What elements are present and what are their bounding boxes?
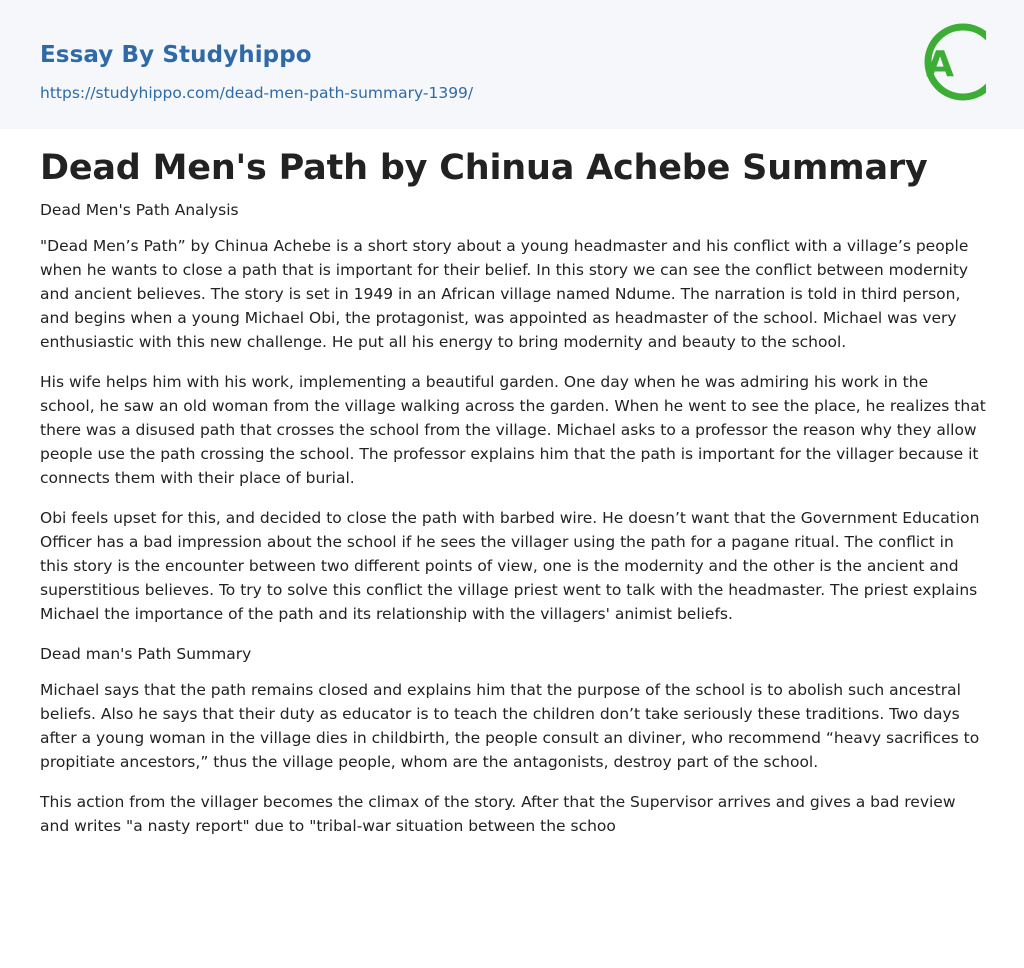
paragraph-2: His wife helps him with his work, implementing a beautiful garden. One day when he was admiring his work in the school, he saw an old woman from the village walking across the garden. When he went to see the place, he realizes that there was a disused path that crosses the school from the village. Michael asks to a professor the reason why they allow people use the path crossing the school. The professor explains him that the path is important for the villager because it connects them with their place of burial.: [40, 373, 986, 487]
paragraph-3: Obi feels upset for this, and decided to close the path with barbed wire. He doesn’t want that the Government Education Officer has a bad impression about the school if he sees the villager using the path for a pagane ritual. The conflict in this story is the encounter between two different points of view, one is the modernity and the other is the ancient and superstitious believes. To try to solve this conflict the village priest went to talk with the headmaster. The priest explains Michael the importance of the path and its relationship with the villagers' animist beliefs.: [40, 509, 980, 623]
paragraph-5: This action from the villager becomes the climax of the story. After that the Supervisor arrives and gives a bad review and writes "a nasty report" due to "tribal-war situation between the schoo: [40, 793, 956, 835]
paragraph-4: Michael says that the path remains closed and explains him that the purpose of the school is to abolish such ancestral beliefs. Also he says that their duty as educator is to teach the children don’t take seriously these traditions. Two days after a young woman in the village dies in childbirth, the people consult an diviner, who recommend “heavy sacrifices to propitiate ancestors,” thus the village people, whom are the antagonists, destroy part of the school.: [40, 681, 980, 771]
section-heading-analysis: Dead Men's Path Analysis: [40, 201, 239, 219]
logo-letter: A: [926, 44, 954, 85]
section-heading-summary: Dead man's Path Summary: [40, 645, 252, 663]
paragraph-1: "Dead Men’s Path” by Chinua Achebe is a short story about a young headmaster and his conflict with a village’s people when he wants to close a path that is important for their belief. In this story we can see the conflict between modernity and ancient believes. The story is set in 1949 in an African village named Ndume. The narration is told in third person, and begins when a young Michael Obi, the protagonist, was appointed as headmaster of the school. Michael was very enthusiastic with this new challenge. He put all his energy to bring modernity and beauty to the school.: [40, 237, 969, 351]
source-url-link[interactable]: https://studyhippo.com/dead-men-path-summary-1399/: [40, 84, 474, 102]
brand-title[interactable]: Essay By Studyhippo: [40, 42, 312, 68]
site-header: [0, 0, 1024, 129]
page-title: Dead Men's Path by Chinua Achebe Summary: [40, 148, 928, 188]
studyhippo-logo-icon[interactable]: [912, 19, 986, 105]
article: [40, 146, 986, 854]
